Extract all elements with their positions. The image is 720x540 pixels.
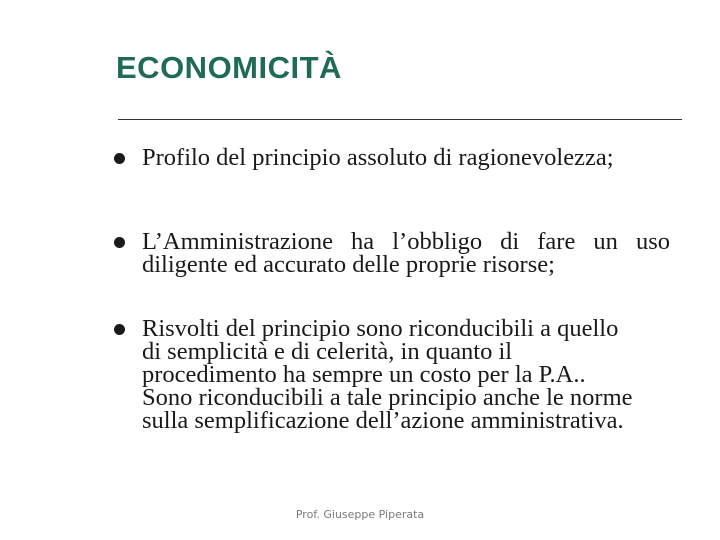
bullet-dot-icon <box>114 237 125 248</box>
footer-author: Prof. Giuseppe Piperata <box>295 508 425 521</box>
bullet-text: Risvolti del principio sono riconducibili a quello di semplicità e di celerità, in quanto il procedimento ha sempre un costo per la P.A.. Sono riconducibili a tale principio anche le norme sulla semplificazione dell’azione amministrativa. <box>142 315 633 434</box>
title-divider <box>118 119 682 120</box>
bullet-dot-icon <box>114 153 125 164</box>
bullet-dot-icon <box>114 324 125 335</box>
bullet-item <box>142 146 670 169</box>
slide-title: ECONOMICITÀ <box>116 50 342 85</box>
bullet-text: L’Amministrazione ha l’obbligo di fare un uso diligente ed accurato delle proprie risorse; <box>142 228 670 278</box>
bullet-item <box>142 230 670 276</box>
bullet-item <box>142 317 642 432</box>
bullet-text: Profilo del principio assoluto di ragionevolezza; <box>142 144 614 171</box>
